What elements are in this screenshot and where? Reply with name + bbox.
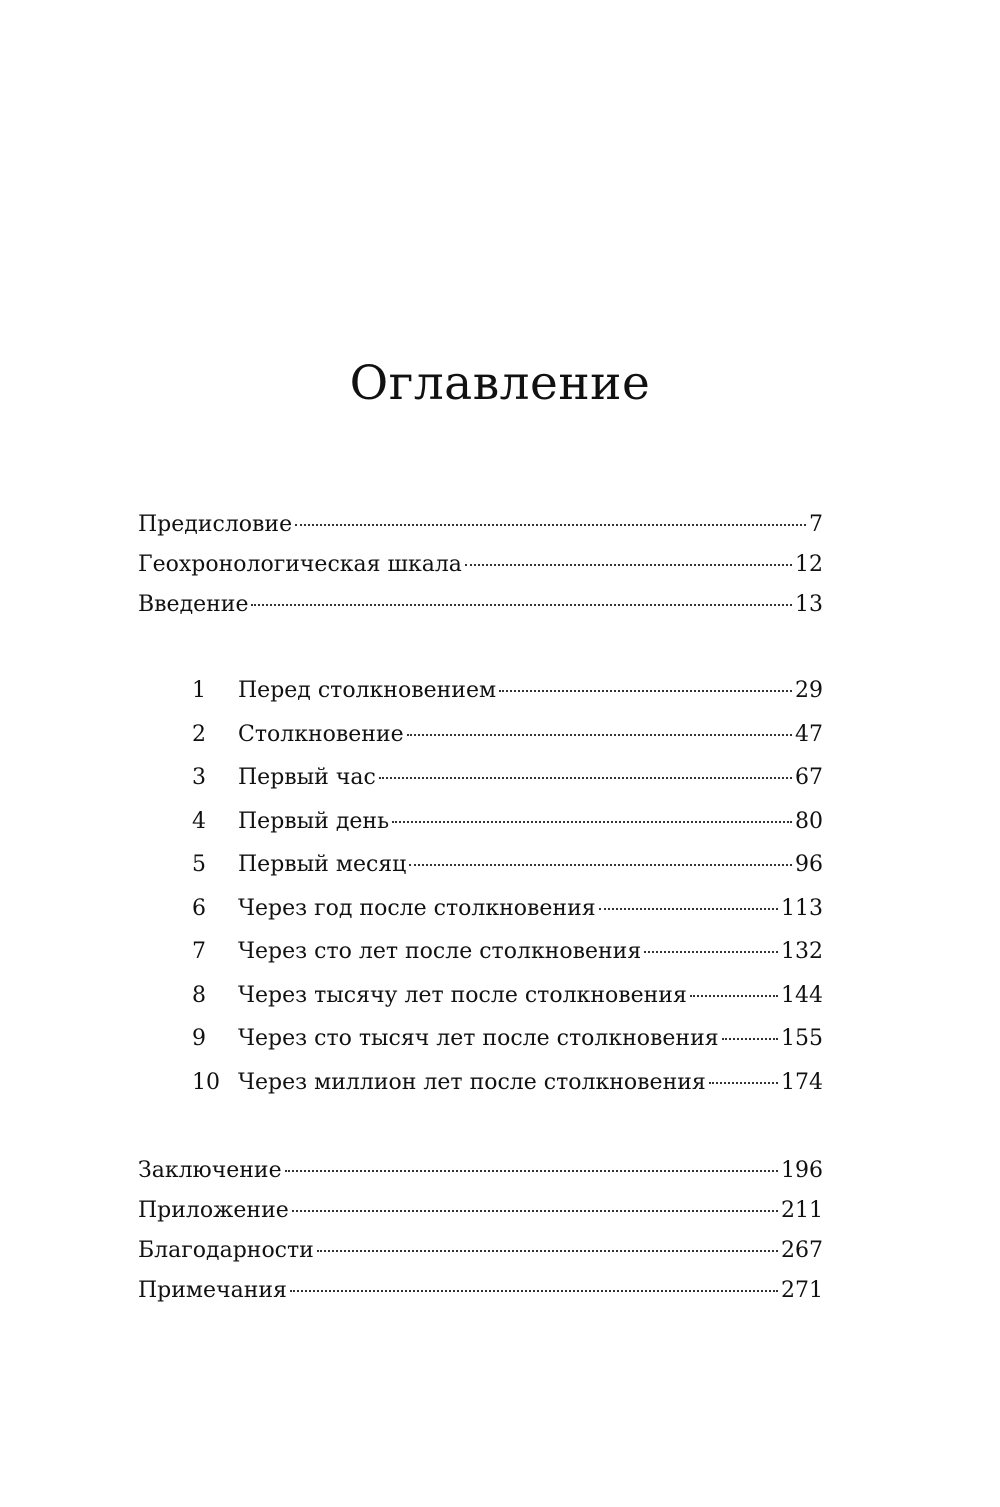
dot-leader: [292, 1209, 778, 1212]
toc-entry[interactable]: [138, 1271, 823, 1311]
toc-entry[interactable]: [138, 1231, 823, 1271]
chapter-entry[interactable]: [138, 887, 823, 931]
dot-leader: [409, 863, 792, 866]
chapter-page: 144: [781, 982, 823, 1008]
chapter-label: Через сто лет после столкновения: [238, 939, 642, 964]
toc-entry-page: 211: [781, 1198, 823, 1223]
back-matter-list: [138, 1151, 823, 1311]
dot-leader: [465, 563, 792, 566]
toc-entry[interactable]: [138, 1191, 823, 1231]
toc-entry-label: Благодарности: [138, 1238, 314, 1263]
toc-entry-label: Предисловие: [138, 512, 293, 537]
dot-leader: [285, 1169, 778, 1172]
chapter-label: Первый час: [238, 765, 376, 790]
chapter-number: 9: [192, 1026, 206, 1051]
toc-entry-label: Заключение: [138, 1158, 282, 1183]
chapter-page: 29: [795, 678, 823, 703]
chapter-number: 5: [192, 852, 206, 877]
chapter-label: Через сто тысяч лет после столкновения: [238, 1026, 719, 1051]
toc-entry-label: Примечания: [138, 1278, 287, 1303]
chapter-label: Через миллион лет после столкновения: [238, 1069, 706, 1095]
dot-leader: [317, 1249, 778, 1252]
chapter-label: Первый день: [238, 808, 390, 834]
chapter-entry[interactable]: [138, 800, 823, 844]
chapter-label: Первый месяц: [238, 852, 407, 877]
dot-leader: [407, 733, 792, 736]
chapter-page: 132: [781, 939, 823, 964]
dot-leader: [690, 994, 778, 997]
chapter-label: Столкновение: [238, 721, 404, 747]
chapter-number: 1: [192, 678, 206, 703]
chapter-label: Через год после столкновения: [238, 895, 596, 921]
chapter-page: 96: [795, 852, 823, 877]
page-title: Оглавление: [349, 356, 651, 411]
chapter-page: 155: [781, 1026, 823, 1051]
toc-entry[interactable]: [138, 1151, 823, 1191]
dot-leader: [709, 1081, 778, 1084]
chapter-number: 8: [192, 982, 206, 1008]
chapter-entry[interactable]: [138, 930, 823, 974]
toc-entry-page: 13: [795, 592, 823, 617]
dot-leader: [599, 907, 778, 910]
chapter-number: 3: [192, 765, 206, 790]
toc-entry[interactable]: [138, 545, 823, 585]
front-matter-list: [138, 505, 823, 625]
dot-leader: [379, 776, 792, 779]
chapter-number: 10: [192, 1069, 220, 1095]
chapter-entry[interactable]: [138, 1017, 823, 1061]
toc-entry-label: Геохронологическая шкала: [138, 552, 462, 577]
toc-entry[interactable]: [138, 505, 823, 545]
chapter-page: 174: [781, 1069, 823, 1095]
chapter-page: 80: [795, 808, 823, 834]
chapter-label: Через тысячу лет после столкновения: [238, 982, 687, 1008]
dot-leader: [392, 820, 792, 823]
chapter-number: 4: [192, 808, 206, 834]
toc-entry-page: 7: [809, 512, 823, 537]
chapter-entry[interactable]: [138, 1061, 823, 1105]
chapter-entry[interactable]: [138, 713, 823, 757]
chapter-entry[interactable]: [138, 843, 823, 887]
chapter-number: 6: [192, 895, 206, 921]
toc-entry-page: 12: [795, 552, 823, 577]
chapter-page: 67: [795, 765, 823, 790]
toc-entry-page: 271: [781, 1278, 823, 1303]
chapter-number: 7: [192, 939, 206, 964]
chapter-page: 47: [795, 721, 823, 747]
toc-entry-page: 196: [781, 1158, 823, 1183]
chapter-entry[interactable]: [138, 669, 823, 713]
dot-leader: [722, 1037, 778, 1040]
dot-leader: [499, 689, 792, 692]
chapter-number: 2: [192, 721, 206, 747]
chapter-entry[interactable]: [138, 974, 823, 1018]
chapter-entry[interactable]: [138, 756, 823, 800]
toc-entry-page: 267: [781, 1238, 823, 1263]
dot-leader: [251, 603, 792, 606]
dot-leader: [644, 950, 778, 953]
chapter-label: Перед столкновением: [238, 678, 497, 703]
toc-entry-label: Введение: [138, 592, 249, 617]
toc-entry[interactable]: [138, 585, 823, 625]
toc-entry-label: Приложение: [138, 1198, 289, 1223]
dot-leader: [295, 523, 806, 526]
dot-leader: [290, 1289, 778, 1292]
chapter-list: [138, 669, 823, 1104]
chapter-page: 113: [781, 895, 823, 921]
